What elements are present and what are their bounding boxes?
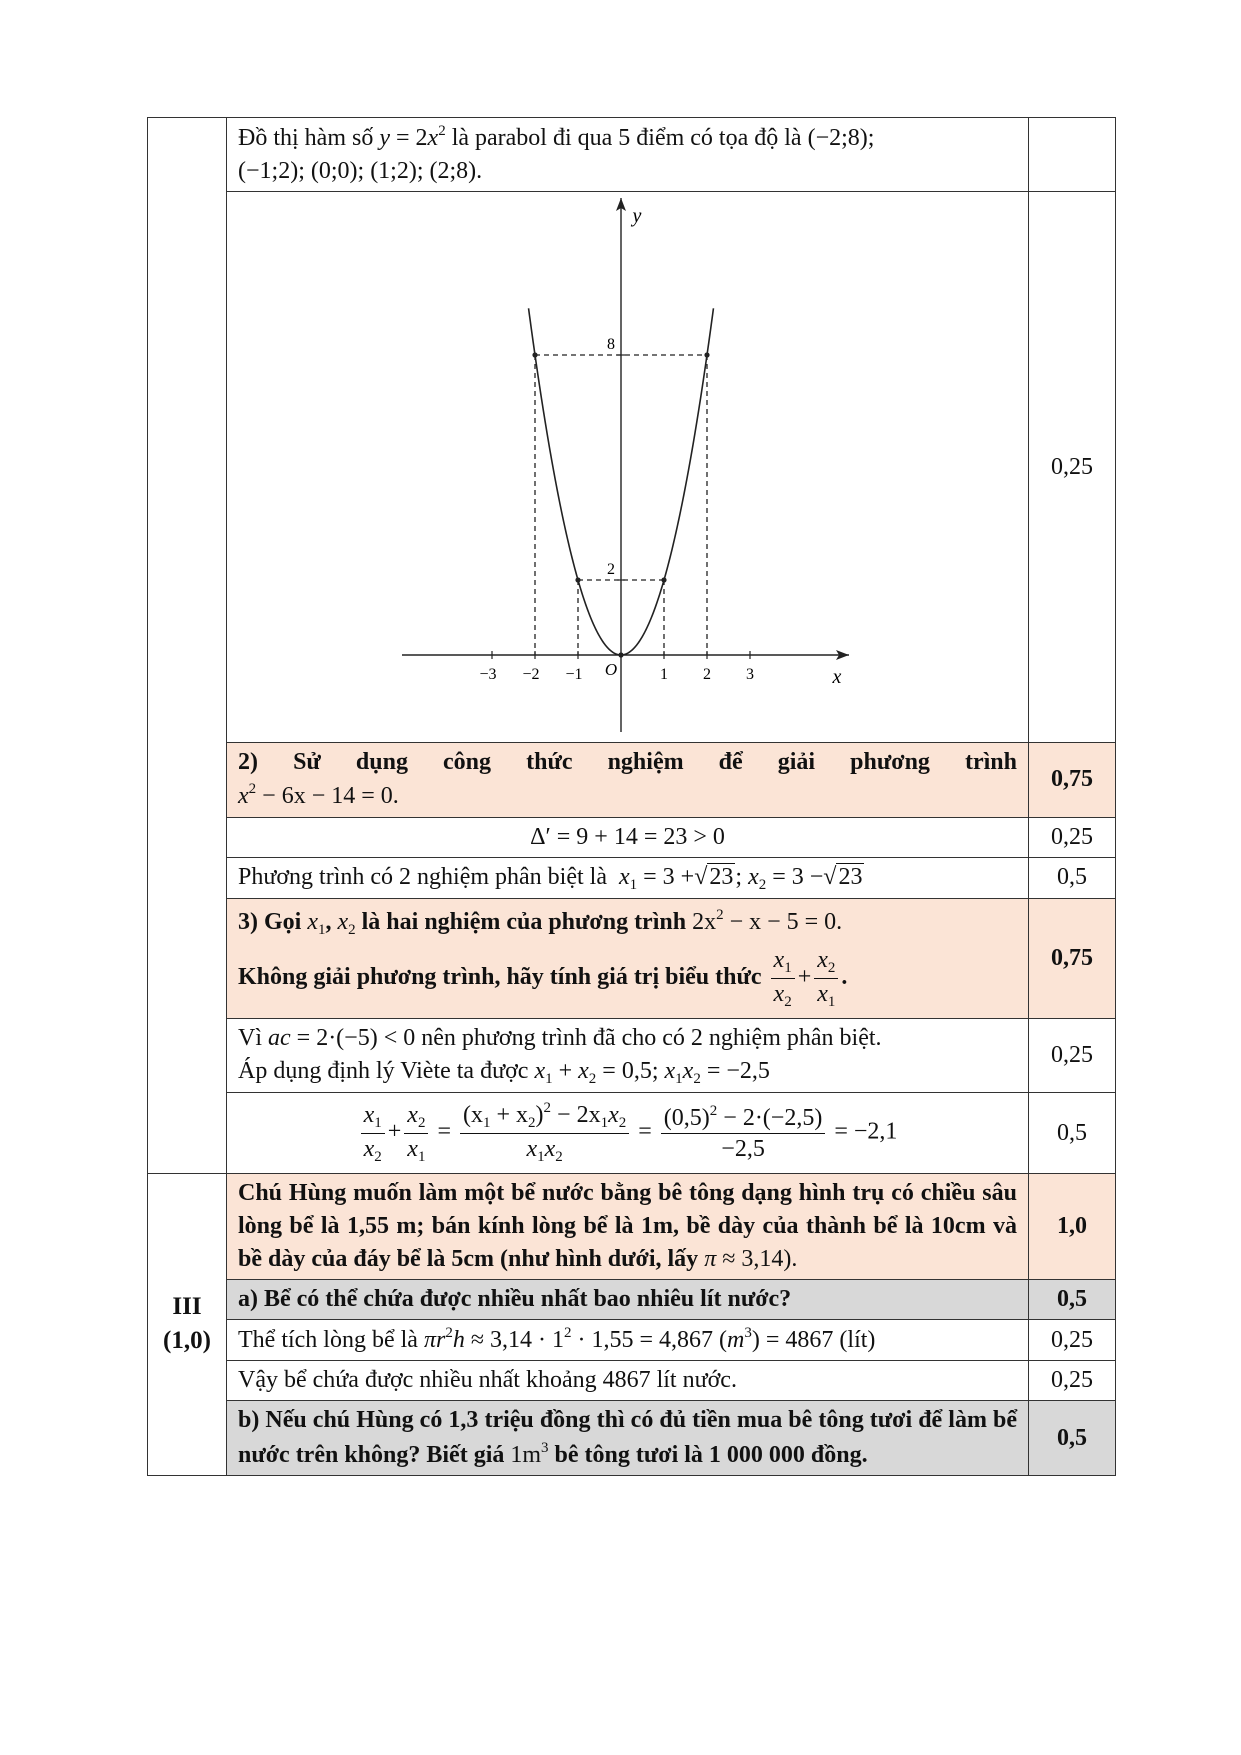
row-delta bbox=[148, 817, 1116, 857]
y-tick-label-2: 2 bbox=[607, 561, 615, 579]
parabola-point bbox=[575, 578, 580, 583]
row-graph bbox=[148, 192, 1116, 743]
x-tick-label: −2 bbox=[522, 666, 540, 684]
point-5: (2;8) bbox=[429, 158, 477, 185]
row-parabola-intro bbox=[148, 118, 1116, 192]
part2-title: 2) Sử dụng công thức nghiệm để giải phương trình $x^2 - 6x - 14 = 0$. bbox=[227, 743, 1029, 817]
question-a-score: 0,5 bbox=[1029, 1280, 1116, 1320]
point-2: (−1;2) bbox=[238, 158, 299, 185]
y-tick-label-8: 8 bbox=[607, 336, 615, 354]
part3-score: 0,75 bbox=[1029, 899, 1116, 1018]
question-a: a) Bể có thể chứa được nhiều nhất bao nhiêu lít nước? bbox=[227, 1280, 1029, 1320]
y-axis-label: y bbox=[632, 205, 642, 228]
row-section3-intro bbox=[148, 1173, 1116, 1279]
roots-text: Phương trình có 2 nghiệm phân biệt là $x_1 = 3 +√23$; $x_2 = 3 -√23$ bbox=[227, 857, 1029, 899]
row-volume bbox=[148, 1320, 1116, 1361]
answer-table bbox=[147, 117, 1116, 1476]
x-tick-label: −3 bbox=[479, 666, 497, 684]
origin-label: O bbox=[604, 660, 618, 680]
section3-label-cell bbox=[148, 1173, 227, 1475]
part2-score: 0,75 bbox=[1029, 743, 1116, 817]
delta-formula: Δ′ = 9 + 14 = 23 > 0 bbox=[227, 817, 1029, 857]
section3-label: III bbox=[172, 1292, 202, 1320]
graph-score: 0,25 bbox=[1029, 192, 1116, 743]
parabola-graph bbox=[227, 192, 1029, 732]
question-b-score: 0,5 bbox=[1029, 1401, 1116, 1475]
row-conclusion bbox=[148, 1361, 1116, 1401]
part3-title: 3) Gọi $x_1$, $x_2$ là hai nghiệm của phương trình $2x^2 - x - 5 = 0$. Không giải phương trình, hãy tính giá trị biểu thức $\frac{x_1}{x_2}$ + $\frac{x_2}{x_1}$ . bbox=[227, 899, 1029, 1018]
conclusion-score: 0,25 bbox=[1029, 1361, 1116, 1401]
score-empty bbox=[1029, 118, 1116, 192]
section-cell-empty bbox=[148, 118, 227, 1174]
calc-score: 0,5 bbox=[1029, 1093, 1116, 1174]
row-viete bbox=[148, 1018, 1116, 1093]
volume-score: 0,25 bbox=[1029, 1320, 1116, 1361]
row-part2-title bbox=[148, 743, 1116, 817]
x-tick-label: 2 bbox=[703, 666, 711, 684]
point-3: (0;0) bbox=[310, 158, 358, 185]
viete-text: Vì ac = 2·(−5) < 0 nên phương trình đã cho có 2 nghiệm phân biệt. Áp dụng định lý Viète ta được $x_1 + x_2 = 0,5$; $x_1x_2 = -2,5$ bbox=[227, 1018, 1029, 1093]
point-1: (−2;8) bbox=[807, 125, 868, 151]
parabola-point bbox=[618, 653, 623, 658]
section3-intro-score: 1,0 bbox=[1029, 1173, 1116, 1279]
row-calc bbox=[148, 1093, 1116, 1174]
row-roots bbox=[148, 857, 1116, 899]
volume-text: Thể tích lòng bể là $\pi r^2h \approx 3,14 \cdot 1^2 \cdot 1,55 = 4,867$ $(m^3) = 4867$ (lít) bbox=[227, 1320, 1029, 1361]
row-question-a bbox=[148, 1280, 1116, 1320]
row-part3-title bbox=[148, 899, 1116, 1018]
question-b: b) Nếu chú Hùng có 1,3 triệu đồng thì có đủ tiền mua bê tông tươi để làm bể nước trên không? Biết giá $1m^3$ bê tông tươi là 1 000 000 đồng. bbox=[227, 1401, 1029, 1475]
parabola-intro-text: Đồ thị hàm số $y = 2x^2$ là parabol đi qua 5 điểm có tọa độ là (−2;8); (−1;2); (0;0); (1;2); (2;8). bbox=[227, 118, 1029, 192]
roots-score: 0,5 bbox=[1029, 857, 1116, 899]
x-tick-label: −1 bbox=[565, 666, 583, 684]
calc-formula: $\frac{x_1}{x_2}$ + $\frac{x_2}{x_1}$ = $\frac{(x_1 + x_2)^2 - 2x_1x_2}{x_1x_2}$ = $\frac{(0,5)^2 - 2\cdot(-2,5)}{-2,5}$ = −2,1 bbox=[227, 1093, 1029, 1174]
delta-score: 0,25 bbox=[1029, 817, 1116, 857]
graph-cell bbox=[227, 192, 1029, 743]
conclusion-text: Vậy bể chứa được nhiều nhất khoảng 4867 lít nước. bbox=[227, 1361, 1029, 1401]
x-tick-label: 1 bbox=[660, 666, 668, 684]
parabola-point bbox=[661, 578, 666, 583]
x-tick-label: 3 bbox=[746, 666, 754, 684]
x-axis-label: x bbox=[832, 666, 842, 689]
section3-points: (1,0) bbox=[163, 1327, 211, 1355]
section3-intro: Chú Hùng muốn làm một bể nước bằng bê tông dạng hình trụ có chiều sâu lòng bể là 1,55 m; bán kính lòng bể là 1m, bề dày của thành bể là 10cm và bề dày của đáy bể là 5cm (như hình dưới, lấy π ≈ 3,14). bbox=[227, 1173, 1029, 1279]
parabola-point bbox=[704, 353, 709, 358]
point-4: (1;2) bbox=[370, 158, 417, 185]
viete-score: 0,25 bbox=[1029, 1018, 1116, 1093]
row-question-b bbox=[148, 1401, 1116, 1475]
parabola-point bbox=[532, 353, 537, 358]
